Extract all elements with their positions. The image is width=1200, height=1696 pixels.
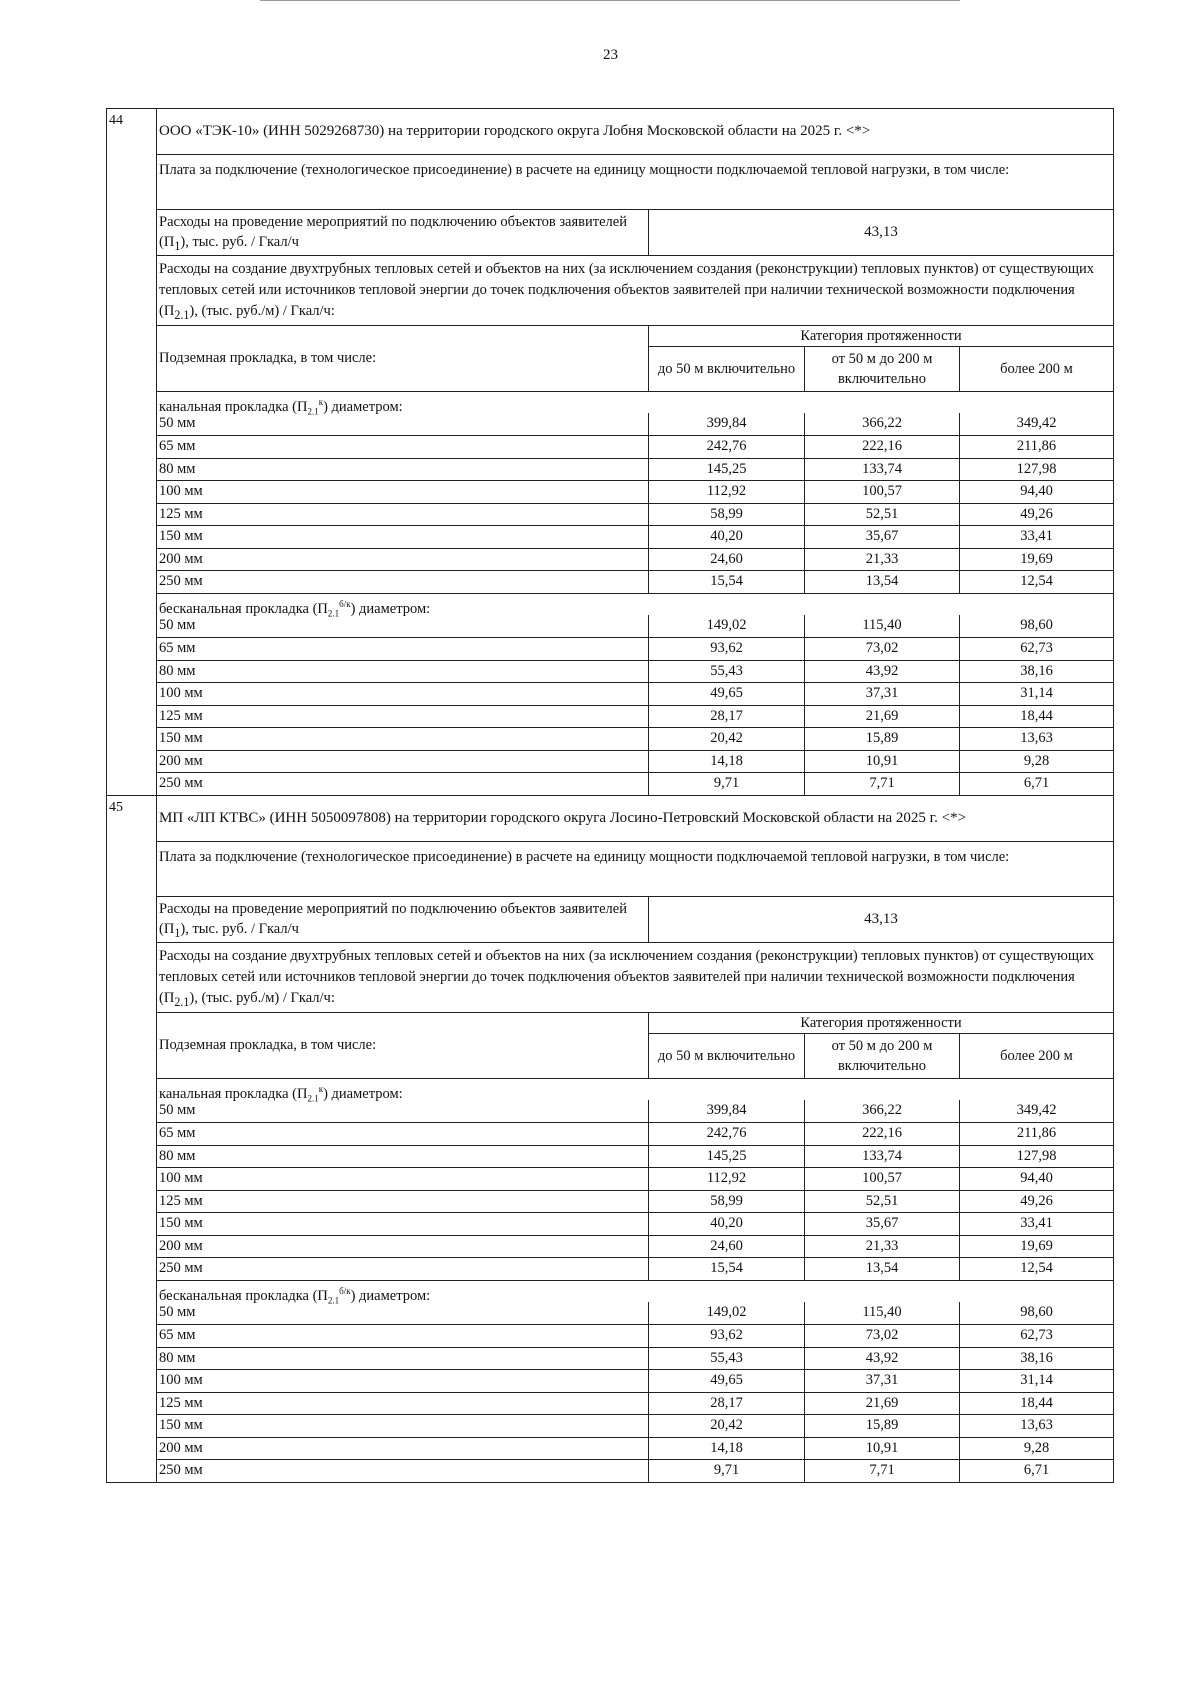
table-row bbox=[157, 548, 1113, 570]
value-up-to-50: 399,84 bbox=[649, 413, 805, 435]
value-up-to-50: 55,43 bbox=[649, 1348, 805, 1369]
diameter-cell: 250 мм bbox=[157, 1460, 649, 1482]
value-up-to-50: 242,76 bbox=[649, 1123, 805, 1145]
value-over-200: 98,60 bbox=[1020, 1304, 1053, 1320]
tariff-table bbox=[106, 108, 1114, 1483]
nochannel-rows bbox=[157, 1302, 1113, 1482]
value-50-to-200: 43,92 bbox=[805, 661, 960, 682]
value-up-to-50: 15,54 bbox=[649, 1258, 805, 1280]
category-label: Категория протяженности bbox=[649, 326, 1113, 347]
entry-number: 44 bbox=[107, 109, 157, 795]
table-row bbox=[157, 1437, 1113, 1459]
diameter-cell: 200 мм bbox=[157, 1236, 649, 1257]
p1-label: Расходы на проведение мероприятий по подключению объектов заявителей $(П_1)$, тыс. руб. / Гкал/ч bbox=[157, 210, 649, 255]
entry-content bbox=[157, 109, 1113, 795]
table-row bbox=[157, 1190, 1113, 1212]
entry-title: МП «ЛП КТВС» (ИНН 5050097808) на территории городского округа Лосино-Петровский Московской области на 2025 г. <*> bbox=[159, 810, 967, 826]
value-up-to-50: 20,42 bbox=[649, 1415, 805, 1437]
table-row bbox=[157, 1392, 1113, 1414]
entry-title: ООО «ТЭК-10» (ИНН 5029268730) на территории городского округа Лобня Московской области на 2025 г. <*> bbox=[159, 123, 871, 139]
value-over-200: 31,14 bbox=[1020, 1372, 1053, 1388]
value-up-to-50: 112,92 bbox=[649, 481, 805, 503]
value-50-to-200: 115,40 bbox=[805, 615, 960, 637]
value-50-to-200: 37,31 bbox=[805, 1370, 960, 1392]
value-50-to-200: 21,33 bbox=[805, 1236, 960, 1257]
value-up-to-50: 24,60 bbox=[649, 549, 805, 570]
fee-heading: Плата за подключение (технологическое присоединение) в расчете на единицу мощности подключаемой тепловой нагрузки, в том числе: bbox=[157, 841, 1113, 896]
table-row bbox=[157, 570, 1113, 593]
diameter-cell: 250 мм bbox=[157, 1258, 649, 1280]
value-50-to-200: 73,02 bbox=[805, 1325, 960, 1347]
value-over-200: 13,63 bbox=[1020, 730, 1053, 746]
value-over-200: 211,86 bbox=[1016, 438, 1057, 454]
value-50-to-200: 35,67 bbox=[805, 1213, 960, 1235]
value-up-to-50: 49,65 bbox=[649, 1370, 805, 1392]
value-up-to-50: 58,99 bbox=[649, 1191, 805, 1212]
value-over-200: 18,44 bbox=[1020, 1395, 1053, 1411]
value-50-to-200: 13,54 bbox=[805, 1258, 960, 1280]
col-50-to-200: от 50 м до 200 м включительно bbox=[805, 347, 960, 391]
value-up-to-50: 399,84 bbox=[649, 1100, 805, 1122]
length-category-header bbox=[157, 325, 1113, 391]
entry-block bbox=[106, 795, 1114, 1483]
value-up-to-50: 40,20 bbox=[649, 526, 805, 548]
p1-row bbox=[157, 209, 1113, 255]
diameter-cell: 100 мм bbox=[157, 1168, 649, 1190]
table-row bbox=[157, 1414, 1113, 1437]
nochannel-heading: бесканальная прокладка $(П_{2.1}^{б/к})$ диаметром: bbox=[157, 1280, 1113, 1302]
value-50-to-200: 366,22 bbox=[805, 413, 960, 435]
value-up-to-50: 49,65 bbox=[649, 683, 805, 705]
value-50-to-200: 35,67 bbox=[805, 526, 960, 548]
underground-label: Подземная прокладка, в том числе: bbox=[157, 1013, 649, 1078]
value-up-to-50: 40,20 bbox=[649, 1213, 805, 1235]
value-over-200: 62,73 bbox=[1020, 640, 1053, 656]
diameter-cell: 250 мм bbox=[157, 773, 649, 795]
col-over-200: более 200 м bbox=[1000, 361, 1073, 377]
table-row bbox=[157, 480, 1113, 503]
col-50-to-200: от 50 м до 200 м включительно bbox=[805, 1034, 960, 1078]
value-up-to-50: 20,42 bbox=[649, 728, 805, 750]
value-up-to-50: 9,71 bbox=[649, 1460, 805, 1482]
value-over-200: 13,63 bbox=[1020, 1417, 1053, 1433]
diameter-cell: 50 мм bbox=[157, 1302, 649, 1324]
value-up-to-50: 93,62 bbox=[649, 1325, 805, 1347]
diameter-cell: 80 мм bbox=[157, 661, 649, 682]
value-over-200: 211,86 bbox=[1016, 1125, 1057, 1141]
value-up-to-50: 145,25 bbox=[649, 459, 805, 480]
value-over-200: 127,98 bbox=[1016, 1148, 1057, 1164]
value-over-200: 349,42 bbox=[1016, 415, 1057, 431]
value-over-200: 127,98 bbox=[1016, 461, 1057, 477]
value-over-200: 6,71 bbox=[1023, 775, 1050, 791]
value-50-to-200: 43,92 bbox=[805, 1348, 960, 1369]
value-50-to-200: 7,71 bbox=[805, 1460, 960, 1482]
diameter-cell: 125 мм bbox=[157, 1191, 649, 1212]
value-over-200: 9,28 bbox=[1023, 753, 1050, 769]
table-row bbox=[157, 1167, 1113, 1190]
nochannel-heading: бесканальная прокладка $(П_{2.1}^{б/к})$ диаметром: bbox=[157, 593, 1113, 615]
value-up-to-50: 55,43 bbox=[649, 661, 805, 682]
value-over-200: 18,44 bbox=[1020, 708, 1053, 724]
value-50-to-200: 21,69 bbox=[805, 1393, 960, 1414]
value-50-to-200: 222,16 bbox=[805, 436, 960, 458]
channel-rows bbox=[157, 413, 1113, 593]
entry-number: 45 bbox=[107, 796, 157, 1482]
value-50-to-200: 73,02 bbox=[805, 638, 960, 660]
entry-content bbox=[157, 796, 1113, 1482]
value-over-200: 33,41 bbox=[1020, 1215, 1053, 1231]
page-number: 23 bbox=[603, 47, 618, 63]
p1-value: 43,13 bbox=[864, 911, 898, 927]
fee-heading: Плата за подключение (технологическое присоединение) в расчете на единицу мощности подключаемой тепловой нагрузки, в том числе: bbox=[157, 154, 1113, 209]
value-up-to-50: 15,54 bbox=[649, 571, 805, 593]
diameter-cell: 150 мм bbox=[157, 526, 649, 548]
diameter-cell: 200 мм bbox=[157, 1438, 649, 1459]
diameter-cell: 65 мм bbox=[157, 436, 649, 458]
diameter-cell: 100 мм bbox=[157, 481, 649, 503]
table-row bbox=[157, 1347, 1113, 1369]
diameter-cell: 80 мм bbox=[157, 459, 649, 480]
table-row bbox=[157, 1257, 1113, 1280]
table-row bbox=[157, 413, 1113, 435]
diameter-cell: 150 мм bbox=[157, 1415, 649, 1437]
value-over-200: 94,40 bbox=[1020, 483, 1053, 499]
value-up-to-50: 149,02 bbox=[649, 615, 805, 637]
value-over-200: 31,14 bbox=[1020, 685, 1053, 701]
table-row bbox=[157, 682, 1113, 705]
value-up-to-50: 149,02 bbox=[649, 1302, 805, 1324]
value-up-to-50: 24,60 bbox=[649, 1236, 805, 1257]
table-row bbox=[157, 1302, 1113, 1324]
value-50-to-200: 10,91 bbox=[805, 1438, 960, 1459]
value-over-200: 9,28 bbox=[1023, 1440, 1050, 1456]
length-category-header bbox=[157, 1012, 1113, 1078]
value-over-200: 349,42 bbox=[1016, 1102, 1057, 1118]
value-50-to-200: 10,91 bbox=[805, 751, 960, 772]
diameter-cell: 80 мм bbox=[157, 1146, 649, 1167]
channel-heading: канальная прокладка $(П_{2.1}^к)$ диаметром: bbox=[157, 1078, 1113, 1100]
value-50-to-200: 222,16 bbox=[805, 1123, 960, 1145]
entry-block bbox=[106, 108, 1114, 795]
diameter-cell: 200 мм bbox=[157, 549, 649, 570]
table-row bbox=[157, 705, 1113, 727]
diameter-cell: 250 мм bbox=[157, 571, 649, 593]
diameter-cell: 150 мм bbox=[157, 728, 649, 750]
value-50-to-200: 366,22 bbox=[805, 1100, 960, 1122]
value-over-200: 38,16 bbox=[1020, 663, 1053, 679]
table-row bbox=[157, 1212, 1113, 1235]
table-row bbox=[157, 727, 1113, 750]
diameter-cell: 200 мм bbox=[157, 751, 649, 772]
value-over-200: 98,60 bbox=[1020, 617, 1053, 633]
value-over-200: 49,26 bbox=[1020, 1193, 1053, 1209]
table-row bbox=[157, 750, 1113, 772]
table-row bbox=[157, 660, 1113, 682]
value-over-200: 33,41 bbox=[1020, 528, 1053, 544]
diameter-cell: 150 мм bbox=[157, 1213, 649, 1235]
value-50-to-200: 21,69 bbox=[805, 706, 960, 727]
value-50-to-200: 15,89 bbox=[805, 728, 960, 750]
p2-description: Расходы на создание двухтрубных тепловых сетей и объектов на них (за исключением создания (реконструкции) тепловых пунктов) от существующих тепловых сетей или источников тепловой энергии до точек подключения объектов заявителей при наличии технической возможности подключения $(П_{2.1})$, (тыс. руб./м) / Гкал/ч: bbox=[157, 255, 1113, 325]
value-over-200: 49,26 bbox=[1020, 506, 1053, 522]
value-over-200: 6,71 bbox=[1023, 1462, 1050, 1478]
table-row bbox=[157, 1122, 1113, 1145]
value-over-200: 19,69 bbox=[1020, 551, 1053, 567]
value-over-200: 12,54 bbox=[1020, 1260, 1053, 1276]
value-50-to-200: 115,40 bbox=[805, 1302, 960, 1324]
diameter-cell: 50 мм bbox=[157, 1100, 649, 1122]
p1-value: 43,13 bbox=[864, 224, 898, 240]
channel-rows bbox=[157, 1100, 1113, 1280]
diameter-cell: 100 мм bbox=[157, 1370, 649, 1392]
value-up-to-50: 112,92 bbox=[649, 1168, 805, 1190]
table-row bbox=[157, 772, 1113, 795]
diameter-cell: 80 мм bbox=[157, 1348, 649, 1369]
value-over-200: 94,40 bbox=[1020, 1170, 1053, 1186]
diameter-cell: 125 мм bbox=[157, 504, 649, 525]
value-50-to-200: 100,57 bbox=[805, 481, 960, 503]
value-over-200: 38,16 bbox=[1020, 1350, 1053, 1366]
diameter-cell: 100 мм bbox=[157, 683, 649, 705]
diameter-cell: 65 мм bbox=[157, 638, 649, 660]
table-row bbox=[157, 1369, 1113, 1392]
value-50-to-200: 133,74 bbox=[805, 1146, 960, 1167]
diameter-cell: 65 мм bbox=[157, 1325, 649, 1347]
table-row bbox=[157, 1324, 1113, 1347]
category-label: Категория протяженности bbox=[649, 1013, 1113, 1034]
value-up-to-50: 58,99 bbox=[649, 504, 805, 525]
underground-label: Подземная прокладка, в том числе: bbox=[157, 326, 649, 391]
value-up-to-50: 145,25 bbox=[649, 1146, 805, 1167]
value-up-to-50: 93,62 bbox=[649, 638, 805, 660]
value-over-200: 12,54 bbox=[1020, 573, 1053, 589]
diameter-cell: 125 мм bbox=[157, 706, 649, 727]
diameter-cell: 125 мм bbox=[157, 1393, 649, 1414]
nochannel-rows bbox=[157, 615, 1113, 795]
channel-heading: канальная прокладка $(П_{2.1}^к)$ диаметром: bbox=[157, 391, 1113, 413]
table-row bbox=[157, 435, 1113, 458]
value-50-to-200: 133,74 bbox=[805, 459, 960, 480]
value-50-to-200: 52,51 bbox=[805, 504, 960, 525]
p1-label: Расходы на проведение мероприятий по подключению объектов заявителей $(П_1)$, тыс. руб. / Гкал/ч bbox=[157, 897, 649, 942]
diameter-cell: 50 мм bbox=[157, 615, 649, 637]
diameter-cell: 50 мм bbox=[157, 413, 649, 435]
col-over-200: более 200 м bbox=[1000, 1048, 1073, 1064]
value-up-to-50: 28,17 bbox=[649, 706, 805, 727]
value-up-to-50: 14,18 bbox=[649, 751, 805, 772]
table-row bbox=[157, 458, 1113, 480]
value-over-200: 62,73 bbox=[1020, 1327, 1053, 1343]
col-up-to-50: до 50 м включительно bbox=[649, 1034, 805, 1078]
table-row bbox=[157, 1145, 1113, 1167]
table-row bbox=[157, 1235, 1113, 1257]
p1-row bbox=[157, 896, 1113, 942]
value-up-to-50: 242,76 bbox=[649, 436, 805, 458]
value-50-to-200: 13,54 bbox=[805, 571, 960, 593]
table-row bbox=[157, 615, 1113, 637]
top-border-line bbox=[260, 0, 960, 1]
value-up-to-50: 9,71 bbox=[649, 773, 805, 795]
value-up-to-50: 14,18 bbox=[649, 1438, 805, 1459]
value-up-to-50: 28,17 bbox=[649, 1393, 805, 1414]
value-50-to-200: 21,33 bbox=[805, 549, 960, 570]
value-50-to-200: 100,57 bbox=[805, 1168, 960, 1190]
value-50-to-200: 15,89 bbox=[805, 1415, 960, 1437]
value-50-to-200: 7,71 bbox=[805, 773, 960, 795]
value-over-200: 19,69 bbox=[1020, 1238, 1053, 1254]
value-50-to-200: 37,31 bbox=[805, 683, 960, 705]
p2-description: Расходы на создание двухтрубных тепловых сетей и объектов на них (за исключением создания (реконструкции) тепловых пунктов) от существующих тепловых сетей или источников тепловой энергии до точек подключения объектов заявителей при наличии технической возможности подключения $(П_{2.1})$, (тыс. руб./м) / Гкал/ч: bbox=[157, 942, 1113, 1012]
table-row bbox=[157, 503, 1113, 525]
table-row bbox=[157, 1459, 1113, 1482]
col-up-to-50: до 50 м включительно bbox=[649, 347, 805, 391]
table-row bbox=[157, 1100, 1113, 1122]
table-row bbox=[157, 637, 1113, 660]
table-row bbox=[157, 525, 1113, 548]
value-50-to-200: 52,51 bbox=[805, 1191, 960, 1212]
diameter-cell: 65 мм bbox=[157, 1123, 649, 1145]
